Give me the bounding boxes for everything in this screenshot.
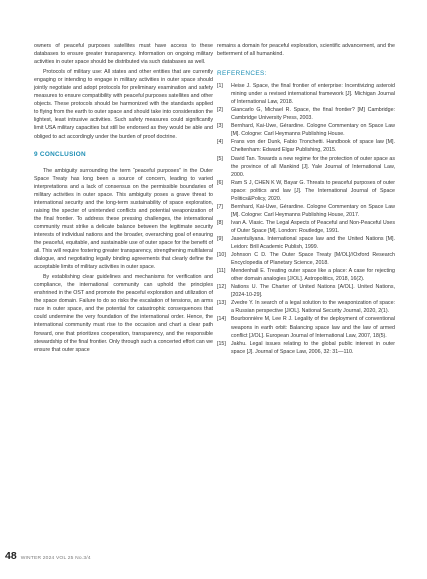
reference-text: Nations U. The Charter of United Nations [A/OL]. United Nations, [2024-10-29]. bbox=[231, 284, 395, 299]
body-paragraph: The ambiguity surrounding the term “peaceful purposes” in the Outer Space Treaty has long been a source of concern, leading to varied interpretations and a lack of consensus on the permissible boundaries of military activities in outer space. This ambiguity poses a grave threat to international security and the long-term sustainability of space exploration, raising the specter of unintended conflicts and potential weaponization of the final frontier. To address these pressing challenges, the international community must strike a delicate balance between the legitimate security interests of individual nations and the broader, overarching goal of ensuring the peaceful, equitable, and sustainable use of outer space for the benefit of all. This will require fostering greater transparency, strengthening multilateral dialogue, and negotiating legally binding agreements that clearly define the acceptable limits of military activities in outer space. bbox=[34, 167, 213, 271]
reference-number: [3] bbox=[217, 123, 223, 130]
references-heading: REFERENCES: bbox=[217, 70, 267, 78]
left-column bbox=[34, 42, 213, 354]
reference-item bbox=[217, 340, 395, 356]
reference-item bbox=[217, 122, 395, 138]
body-paragraph: owners of peaceful purposes satellites must have access to these databases to ensure greater transparency. Information on ongoing military activities in outer space should be distributed via such databases as well. bbox=[34, 43, 213, 66]
reference-item bbox=[217, 267, 395, 283]
reference-text: Jasentuliyana. International space law and the United Nations [M]. Leidon: Brill Academic Publish, 1999. bbox=[231, 235, 395, 251]
reference-number: [6] bbox=[217, 179, 223, 186]
reference-item bbox=[217, 315, 395, 339]
body-paragraph: Protocols of military use: All states and other entities that are currently engaging or intending to engage in military activities in outer space should jointly negotiate and adopt protocols for preliminary examination and safety measures to ensure compatibility with peaceful purposes satellites and other objects. These protocols should be harmonized with the standards applied to flying from the earth to outer space and should take into consideration the lightest, least intrusive activities. Such safety measures could significantly limit USA military capacities but still be endorsed as they would be able and obliged to act accordingly under the burden of proof doctrine. bbox=[34, 69, 214, 140]
reference-item bbox=[217, 299, 395, 315]
right-column bbox=[217, 42, 395, 356]
reference-item bbox=[217, 251, 395, 267]
reference-text: Bernhard, Kai-Uwe, Gérardine. Cologne Commentary on Space Law [M]. Cologne: Carl Heymanns Publishing House, 2017. bbox=[231, 203, 395, 218]
reference-item bbox=[217, 219, 395, 235]
reference-text: Ivan A. Vlasic. The Legal Aspects of Peaceful and Non-Peaceful Uses of Outer Space [M]. London: Routledge, 1991. bbox=[231, 219, 395, 234]
section-heading: 9 CONCLUSION bbox=[34, 150, 86, 158]
reference-number: [1] bbox=[217, 83, 223, 90]
reference-text: Zvedre Y. In search of a legal solution to the weaponization of space: a Russian perspective [J/OL]. National Security Journal, 2020, 2(1). bbox=[231, 300, 395, 315]
reference-number: [14] bbox=[217, 316, 226, 323]
reference-number: [12] bbox=[217, 284, 226, 291]
reference-item bbox=[217, 179, 395, 203]
body-paragraph: remains a domain for peaceful exploration, scientific advancement, and the betterment of all humankind. bbox=[217, 43, 395, 58]
page-number: 48 bbox=[5, 550, 17, 562]
reference-item bbox=[217, 138, 395, 154]
reference-number: [15] bbox=[217, 340, 226, 347]
reference-number: [13] bbox=[217, 300, 226, 307]
reference-text: Frans von der Dunk, Fabio Tronchetti. Handbook of space law [M]. Cheltenham: Edward Elgar Publishing, 2015. bbox=[231, 139, 395, 154]
issue-info: WINTER 2024 VOL 25 No.3/4 bbox=[20, 556, 91, 561]
reference-item bbox=[217, 82, 395, 106]
reference-item bbox=[217, 283, 395, 299]
reference-item bbox=[217, 203, 395, 219]
reference-item bbox=[217, 155, 395, 179]
reference-text: Jakhu. Legal issues relating to the global public interest in outer space [J]. Journal of Space Law, 2006, 32: 31—110. bbox=[231, 340, 395, 355]
reference-text: Heise J. Space, the final frontier of enterprise: Incentivizing asteroid mining under a revised international framework [J]. Michigan Journal of International Law, 2018. bbox=[231, 83, 395, 106]
reference-text: Giancarlo G, Michael R. Space, the final frontier? [M] Cambridge: Cambridge University Press, 2003. bbox=[231, 107, 395, 122]
reference-item bbox=[217, 235, 395, 251]
reference-text: Bourbonnière M, Lee R J. Legality of the deployment of conventional weapons in earth orbit: Balancing space law and the law of armed conflict [J/OL]. European Journal of International Law, 2007, 18(5). bbox=[231, 316, 395, 339]
page-footer bbox=[5, 550, 91, 562]
reference-number: [7] bbox=[217, 203, 223, 210]
reference-text: Ram S J, CHEN K W, Bayar G. Threats to peaceful purposes of outer space: politics and law [J]. The International Journal of Space Politics&Policy, 2020. bbox=[231, 179, 395, 202]
reference-number: [11] bbox=[217, 268, 226, 275]
reference-text: Bernhard, Kai-Uwe, Gérardine. Cologne Commentary on Space Law [M]. Cologne: Carl Heymanns Publishing House. bbox=[231, 123, 395, 138]
reference-number: [5] bbox=[217, 155, 223, 162]
reference-list bbox=[217, 82, 395, 356]
reference-number: [2] bbox=[217, 107, 223, 114]
reference-text: Johnson C D. The Outer Space Treaty [M/OL]//Oxford Research Encyclopedia of Planetary Science, 2018. bbox=[231, 252, 395, 267]
reference-number: [8] bbox=[217, 219, 223, 226]
reference-text: Mendenhall E. Treating outer space like a place: A case for rejecting other domain analogies [J/OL]. Astropolitics, 2018, 16(2). bbox=[231, 268, 395, 283]
body-paragraph: By establishing clear guidelines and mechanisms for verification and compliance, the international community can uphold the principles enshrined in the OST and promote the peaceful exploration and utilization of the space domain. Failure to do so risks the escalation of tensions, an arms race in outer space, and the potential for catastrophic consequences that could undermine the very foundation of the international order. Hence, the international community must rise to the occasion and chart a clear path forward, one that prioritizes cooperation, transparency, and the responsible stewardship of the final frontier. Only through such a concerted effort can we ensure that outer space bbox=[34, 274, 213, 353]
reference-number: [4] bbox=[217, 139, 223, 146]
reference-number: [10] bbox=[217, 252, 226, 259]
reference-text: David Tan. Towards a new regime for the protection of outer space as the province of all Mankind [J]. Yale Journal of International Law, 2000. bbox=[231, 155, 395, 178]
reference-item bbox=[217, 106, 395, 122]
reference-number: [9] bbox=[217, 235, 223, 242]
